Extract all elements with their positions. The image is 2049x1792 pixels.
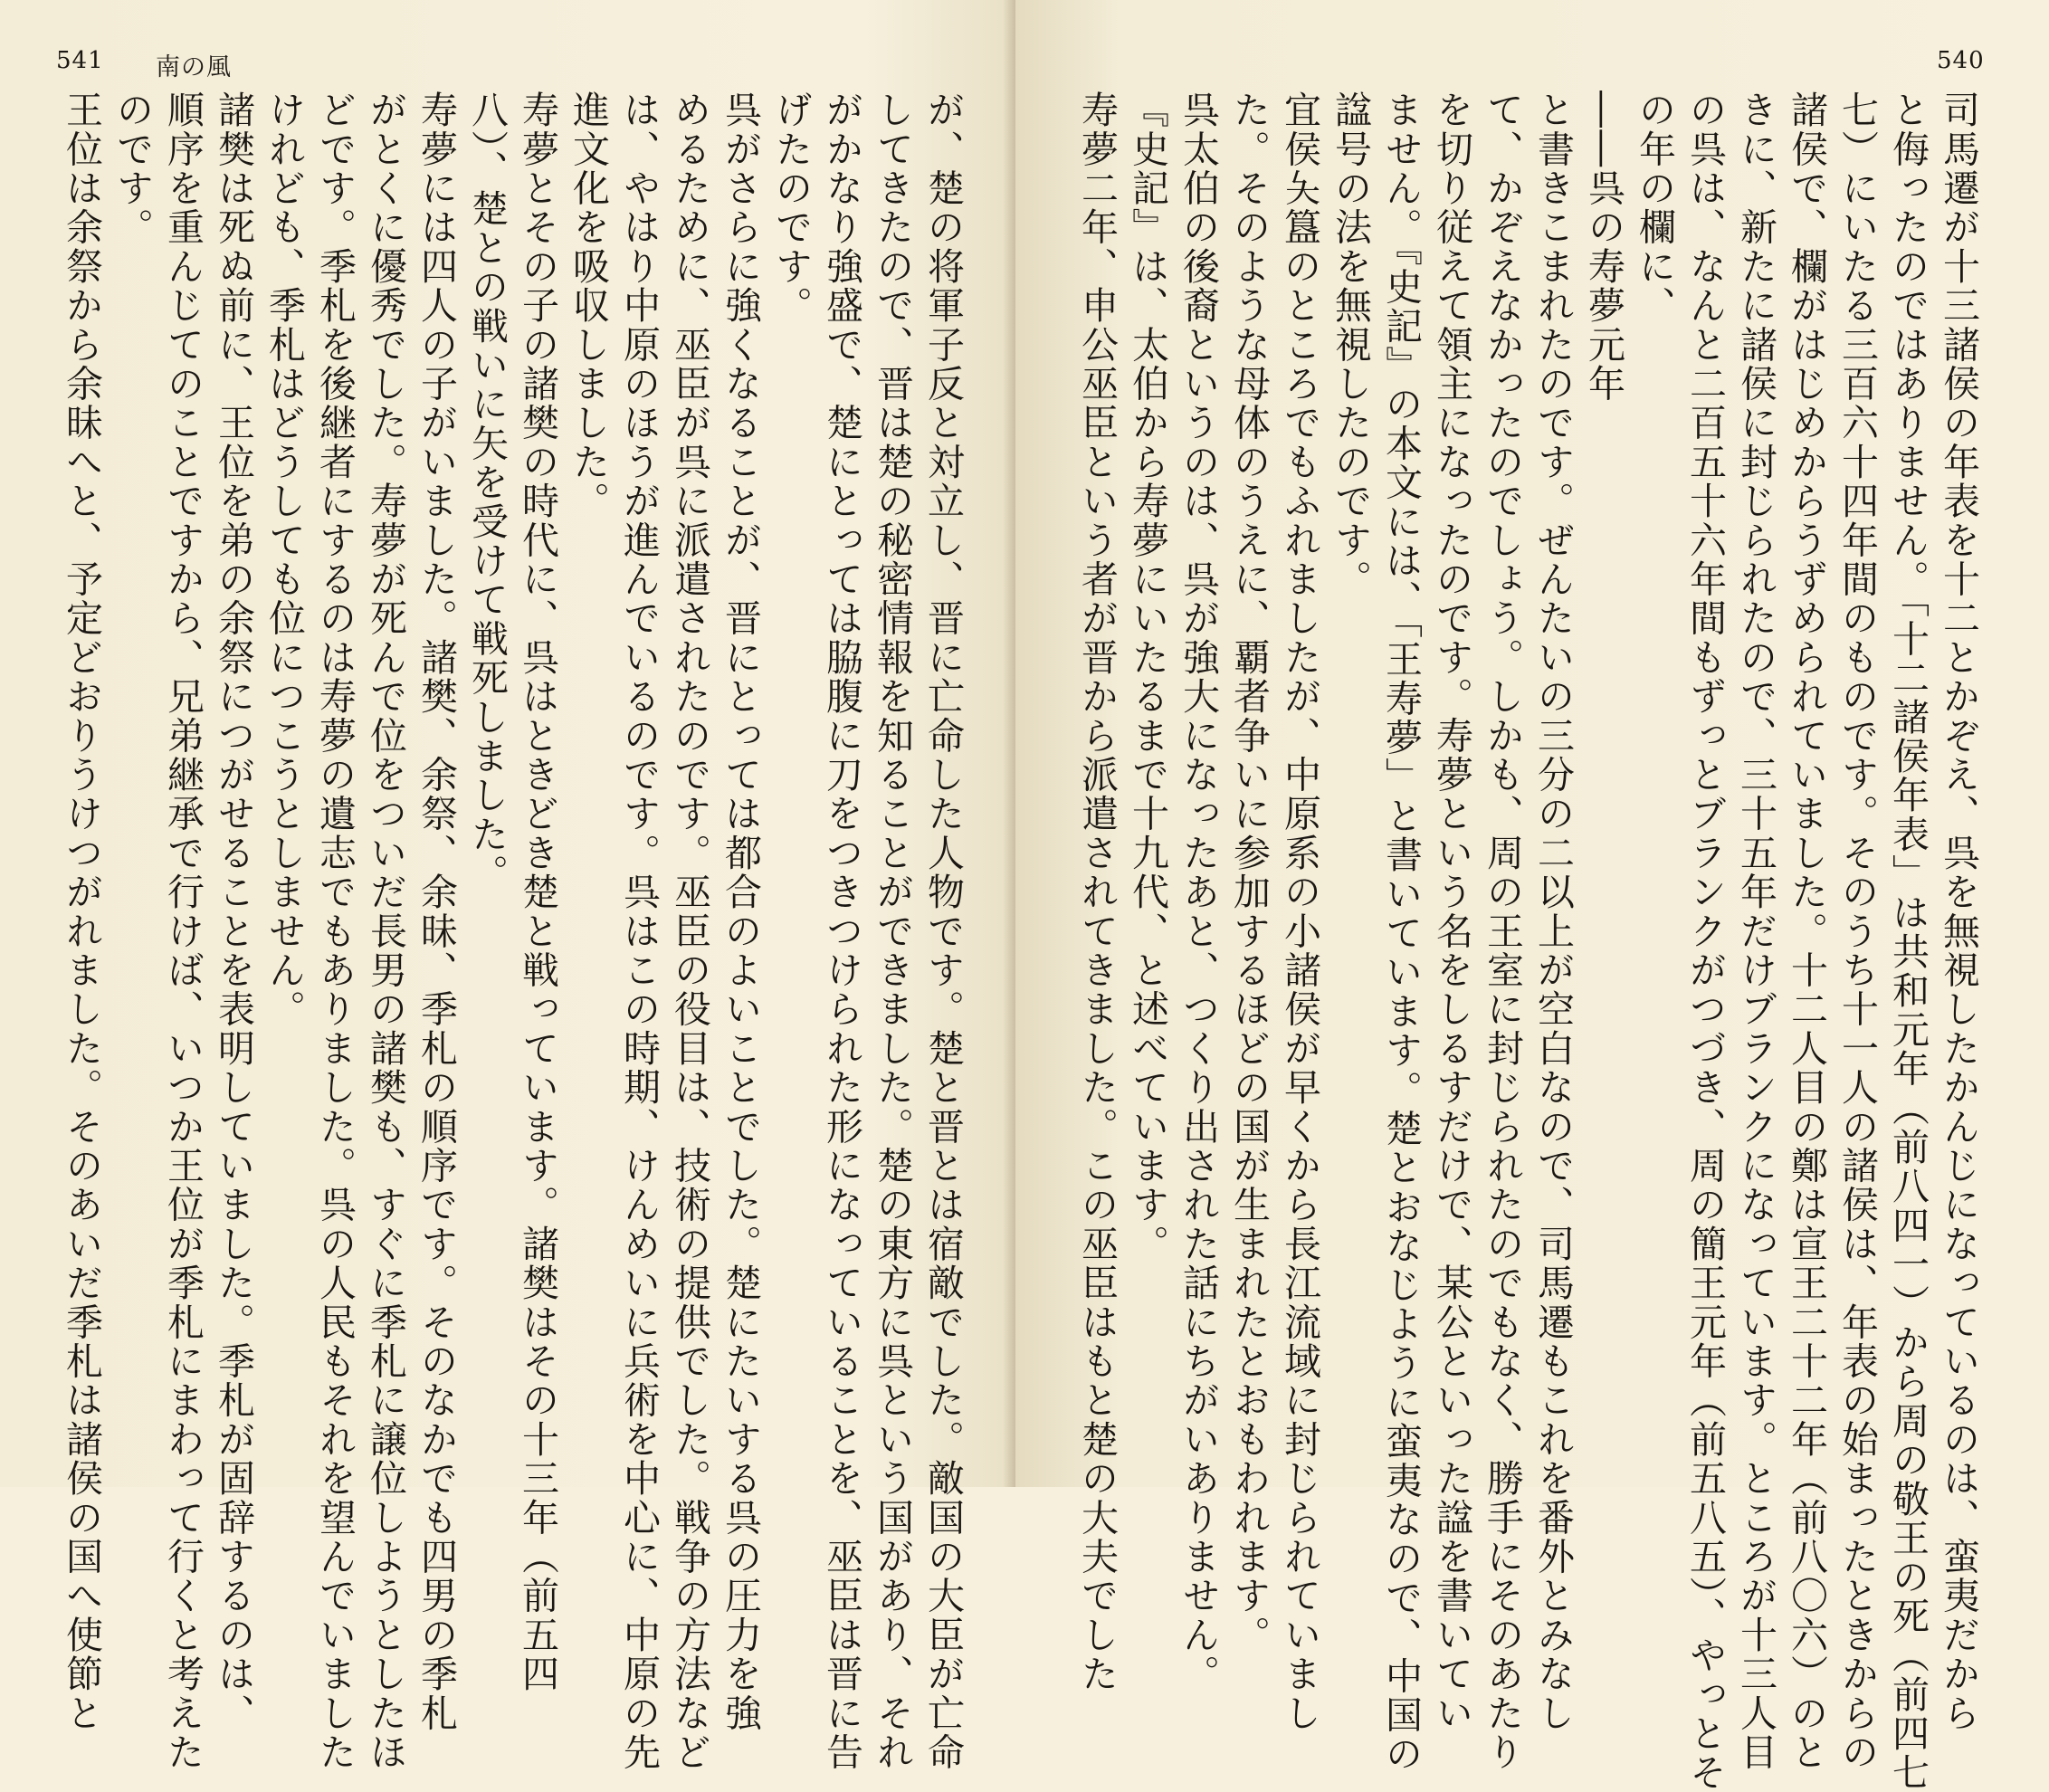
text-line: た。そのような母体のうえに、覇者争いに参加するほどの国が生まれたとおもわれます。	[1227, 91, 1271, 1654]
text-line: 順序を重んじてのことですから、兄弟継承で行けば、いつか王位が季札にまわって行くと考えた	[161, 91, 205, 1772]
text-line: ません。『史記』の本文には、「王寿夢」と書いています。楚とおなじように蛮夷なので、中国の	[1379, 91, 1423, 1774]
text-line: 八）、楚との戦いに矢を受けて戦死しました。	[465, 91, 509, 893]
text-line: の呉は、なんと二百五十六年間もずっとブランクがつづき、周の簡王元年（前五八五）、やっとそ	[1683, 91, 1727, 1792]
text-line: がとくに優秀でした。寿夢が死んで位をついだ長男の諸樊も、すぐに季札に譲位しようとしたほ	[364, 91, 407, 1772]
text-line: してきたので、晋は楚の秘密情報を知ることができました。楚の東方に呉という国があり、それ	[871, 91, 914, 1772]
text-line: 諸樊は死ぬ前に、王位を弟の余祭につがせることを表明していました。季札が固辞するのは、	[212, 91, 255, 1733]
text-line: 宜侯夨簋のところでもふれましたが、中原系の小諸侯が早くから長江流域に封じられていまし	[1278, 91, 1321, 1733]
text-line: どです。季札を後継者にするのは寿夢の遺志でもありました。呉の人民もそれを望んでいました	[313, 91, 357, 1772]
text-line: と侮ったのではありません。「十二諸侯年表」は共和元年（前八四一）から周の敬王の死（前四七	[1886, 91, 1930, 1792]
text-line: 司馬遷が十三諸侯の年表を十二とかぞえ、呉を無視したかんじになっているのは、蛮夷だから	[1937, 91, 1980, 1733]
right-page-body	[1075, 91, 1984, 1792]
running-title: 南の風	[156, 53, 232, 81]
text-line: きに、新たに諸侯に封じられたので、三十五年だけブランクになっています。ところが十三人目	[1734, 91, 1777, 1772]
text-line: 『史記』は、太伯から寿夢にいたるまで十九代、と述べています。	[1126, 91, 1169, 1263]
text-line: 諸侯で、欄がはじめからうずめられていました。十二人目の鄭は宣王二十二年（前八〇六）のと	[1785, 91, 1828, 1772]
text-line: のです。	[110, 91, 154, 247]
text-line: 諡号の法を無視したのです。	[1329, 91, 1372, 599]
left-page-body	[60, 91, 968, 1772]
right-page-number: 540	[1937, 47, 1985, 74]
text-line: げたのです。	[769, 91, 813, 326]
text-line: 王位は余祭から余昧へと、予定どおりうけつがれました。そのあいだ季札は諸侯の国へ使節と	[60, 91, 103, 1733]
text-line: は、やはり中原のほうが進んでいるのです。呉はこの時期、けんめいに兵術を中心に、中原の先	[617, 91, 661, 1772]
text-line: 寿夢とその子の諸樊の時代に、呉はときどき楚と戦っています。諸樊はその十三年（前五四	[516, 91, 559, 1694]
right-page	[1015, 0, 2049, 1792]
text-line: がかなり強盛で、楚にとっては脇腹に刀をつきつけられた形になっていることを、巫臣は晋に告	[820, 91, 863, 1772]
text-line: が、楚の将軍子反と対立し、晋に亡命した人物です。楚と晋とは宿敵でした。敵国の大臣が亡命	[921, 91, 965, 1772]
text-line: ――呉の寿夢元年	[1582, 91, 1625, 404]
text-line: 寿夢二年、申公巫臣という者が晋から派遣されてきました。この巫臣はもと楚の大夫でした	[1075, 91, 1119, 1694]
text-line: 呉がさらに強くなることが、晋にとっては都合のよいことでした。楚にたいする呉の圧力を強	[719, 91, 762, 1733]
text-line: と書きこまれたのです。ぜんたいの三分の二以上が空白なので、司馬遷もこれを番外とみなし	[1531, 91, 1575, 1733]
text-line: 呉太伯の後裔というのは、呉が強大になったあと、つくり出された話にちがいありません。	[1177, 91, 1220, 1694]
text-line: て、かぞえなかったのでしょう。しかも、周の王室に封じられたのでもなく、勝手にそのあたり	[1481, 91, 1524, 1772]
text-line: めるために、巫臣が呉に派遣されたのです。巫臣の役目は、技術の提供でした。戦争の方法など	[668, 91, 711, 1772]
left-page	[0, 0, 1015, 1772]
text-line: 寿夢には四人の子がいました。諸樊、余祭、余昧、季札の順序です。そのなかでも四男の季札	[415, 91, 458, 1733]
text-line: を切り従えて領主になったのです。寿夢という名をしるすだけで、某公といった諡を書いてい	[1430, 91, 1473, 1733]
text-line: 七）にいたる三百六十四年間のものです。そのうち十一人の諸侯は、年表の始まったときからの	[1835, 91, 1879, 1772]
text-line: の年の欄に、	[1633, 91, 1676, 326]
left-page-number: 541	[56, 47, 104, 74]
text-line: けれども、季札はどうしても位につこうとしません。	[262, 91, 306, 1029]
text-line: 進文化を吸収しました。	[567, 91, 610, 521]
